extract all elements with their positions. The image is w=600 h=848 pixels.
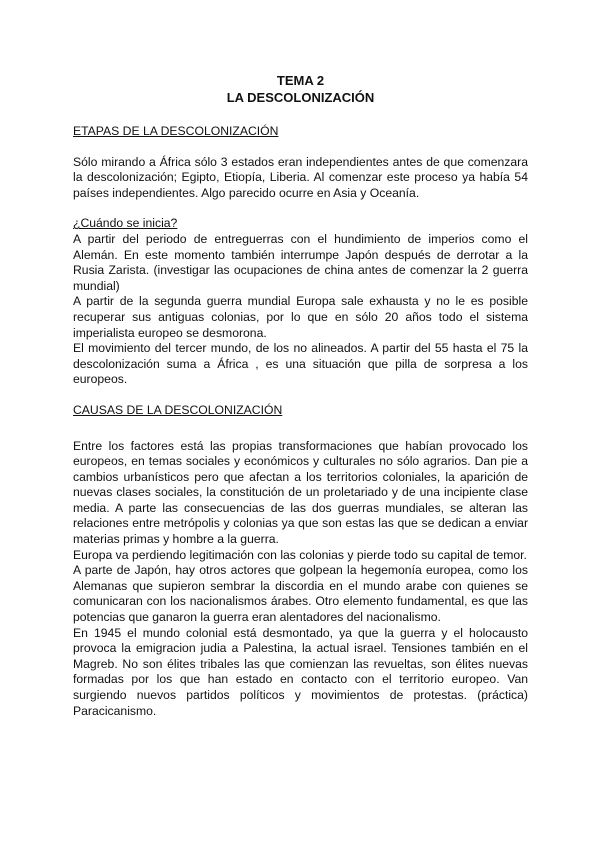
paragraph-cuando-2: A partir de la segunda guerra mundial Europa sale exhausta y no le es posible recuperar sus antiguas colonias, por lo que en sólo 20 años todo el sistema imperialista europeo se desmorona. <box>73 294 528 340</box>
paragraph-cuando-1: A partir del periodo de entreguerras con el hundimiento de imperios como el Alemán. En este momento también interrumpe Japón después de derrotar a la Rusia Zarista. (investigar las ocupaciones de china antes de comenzar la 2 guerra mundial) <box>73 231 528 293</box>
paragraph-causas-4: En 1945 el mundo colonial está desmontado, ya que la guerra y el holocausto provoca la emigracion judia a Palestina, la actual israel. Tensiones también en el Magreb. No son élites tribales las que comienzan las revueltas, son élites nuevas formadas por los que han estado en contacto con el territorio europeo. Van surgiendo nuevos partidos políticos y movimientos de protestas. (práctica) Paracicanismo. <box>73 625 528 718</box>
paragraph-causas-3: A parte de Japón, hay otros actores que golpean la hegemonía europea, como los Alemanas que supieron sembrar la discordia en el mundo arabe con quienes se comunicaran con los nacionalismos árabes. Otro elemento fundamental, es que las potencias que ganaron la guerra eran alentadores del nacionalismo. <box>73 563 528 625</box>
section-heading-cuando: ¿Cuándo se inicia? <box>73 216 178 231</box>
paragraph-cuando-3: El movimiento del tercer mundo, de los no alineados. A partir del 55 hasta el 75 la descolonización suma a África , es una situación que pilla de sorpresa a los europeos. <box>73 341 528 387</box>
document-title-line1: TEMA 2 <box>276 73 325 88</box>
paragraph-etapas: Sólo mirando a África sólo 3 estados eran independientes antes de que comenzara la descolonización; Egipto, Etiopía, Liberia. Al comenzar este proceso ya había 54 países independientes. Algo parecido ocurre en Asia y Oceanía. <box>73 154 528 200</box>
paragraph-causas-2: Europa va perdiendo legitimación con las colonias y pierde todo su capital de temor. <box>73 547 527 562</box>
document-title-line2: LA DESCOLONIZACIÓN <box>226 90 375 105</box>
section-heading-causas: CAUSAS DE LA DESCOLONIZACIÓN <box>73 402 283 417</box>
section-heading-etapas: ETAPAS DE LA DESCOLONIZACIÓN <box>73 124 279 138</box>
document-page <box>73 72 528 719</box>
paragraph-causas-1: Entre los factores está las propias transformaciones que habían provocado los europeos, en temas sociales y económicos y culturales no sólo agrarios. Dan pie a cambios urbanísticos pero que afectan a los territorios coloniales, la aparición de nuevas clases sociales, la constitución de un proletariado y de una incipiente clase media. A parte las consecuencias de las dos guerras mundiales, se alteran las relaciones entre metrópolis y colonias ya que son estas las que se dedican a enviar materias primas y hombre a la guerra. <box>73 438 528 547</box>
